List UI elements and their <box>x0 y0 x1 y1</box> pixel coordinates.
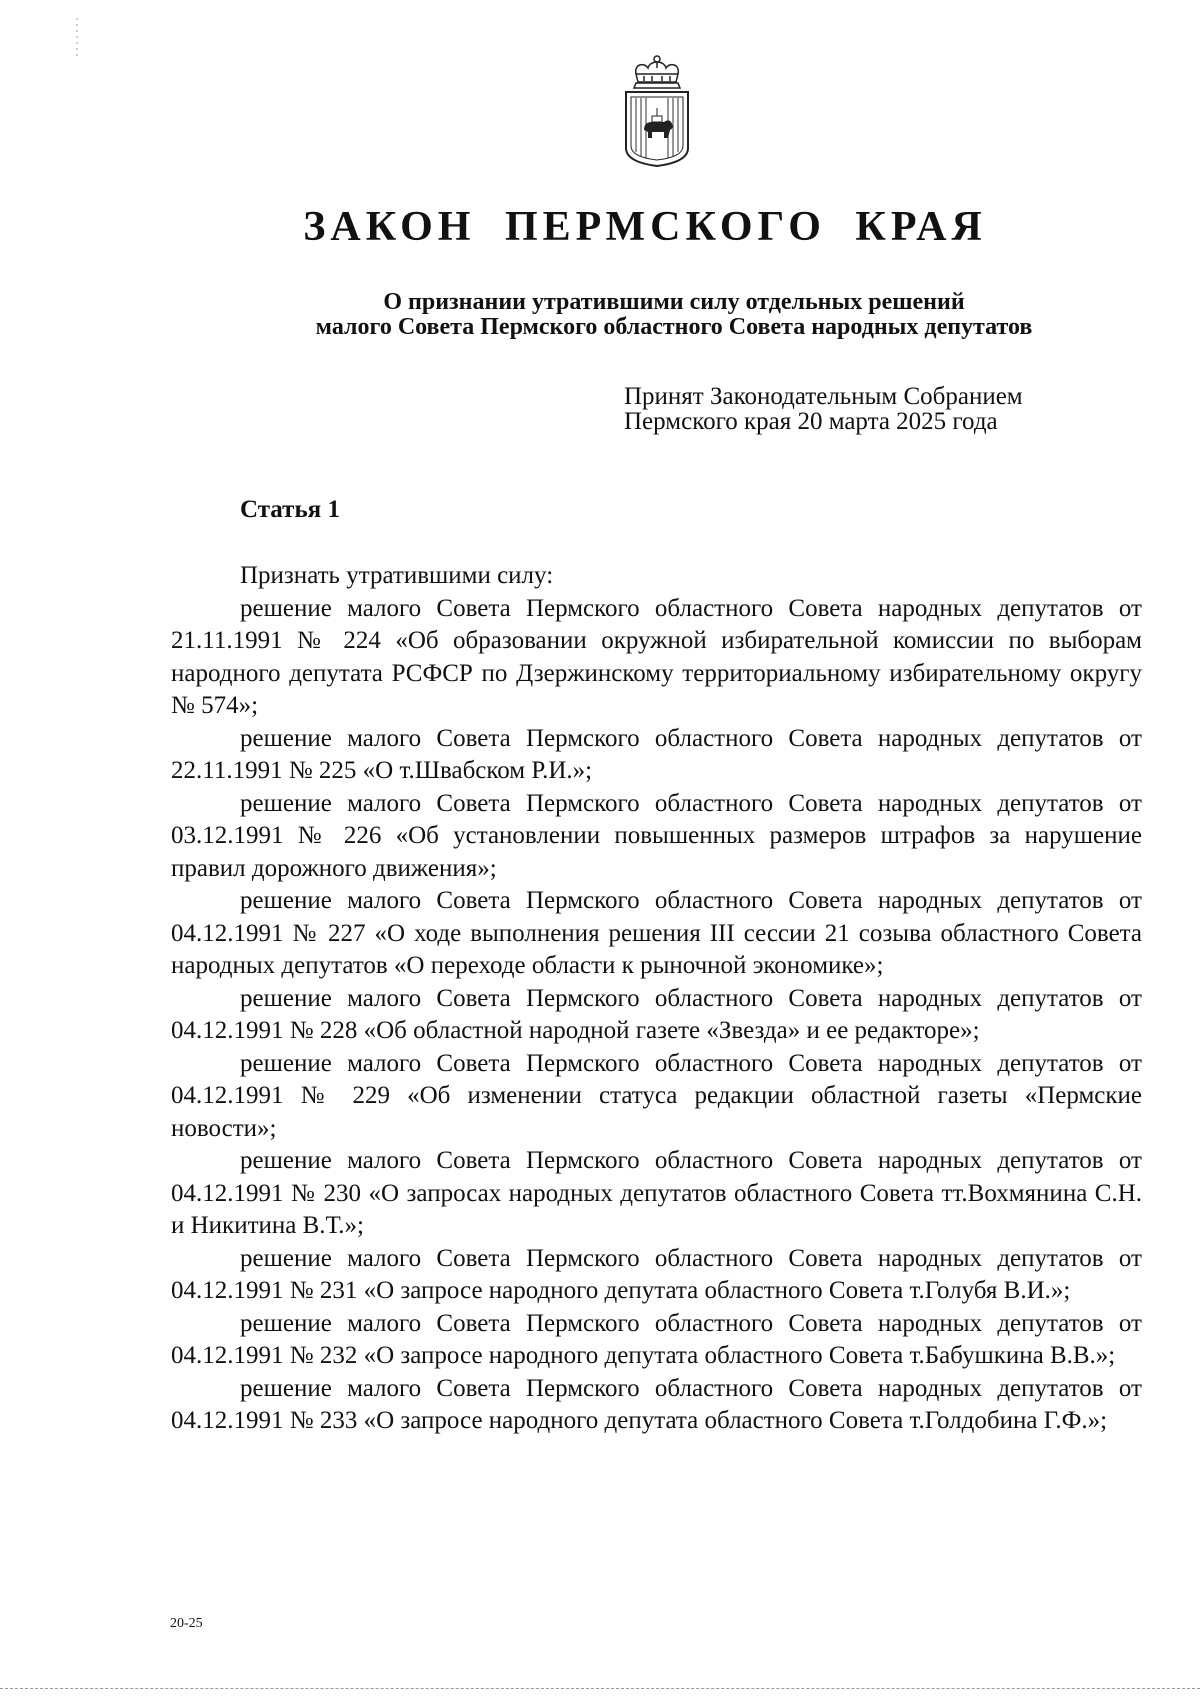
scan-specks <box>74 18 80 60</box>
coat-of-arms-icon <box>622 52 692 168</box>
scan-edge-line <box>0 1688 1200 1691</box>
adoption-line-1: Принят Законодательным Собранием <box>624 383 1023 410</box>
repealed-decision-paragraph: решение малого Совета Пермского областного Совета народных депутатов от 03.12.1991 № 226 «Об установлении повышенных размеров штрафов за нарушение правил дорожного движения»; <box>171 789 1142 882</box>
article-body <box>171 560 1142 1438</box>
repealed-decision-paragraph: решение малого Совета Пермского областного Совета народных депутатов от 21.11.1991 № 224 «Об образовании окружной избирательной комиссии по выборам народного депутата РСФСР по Дзержинскому территориальному избирательному округу № 574»; <box>171 594 1142 719</box>
adoption-note <box>624 384 1124 434</box>
subtitle-line-2: малого Совета Пермского областного Совета народных депутатов <box>315 314 1033 340</box>
article-heading: Статья 1 <box>240 496 340 523</box>
repealed-decision-paragraph: решение малого Совета Пермского областного Совета народных депутатов от 04.12.1991 № 227 «О ходе выполнения решения III сессии 21 созыва областного Совета народных депутатов «О переходе области к рыночной экономике»; <box>171 887 1142 979</box>
repealed-decision-paragraph: решение малого Совета Пермского областного Совета народных депутатов от 04.12.1991 № 229 «Об изменении статуса редакции областной газеты «Пермские новости»; <box>171 1049 1142 1142</box>
document-code: 20-25 <box>170 1616 203 1631</box>
repealed-decision-paragraph: решение малого Совета Пермского областного Совета народных депутатов от 04.12.1991 № 233 «О запросе народного депутата областного Совета т.Голдобина Г.Ф.»; <box>171 1374 1142 1434</box>
repealed-decision-paragraph: решение малого Совета Пермского областного Совета народных депутатов от 22.11.1991 № 225 «О т.Швабском Р.И.»; <box>171 724 1142 784</box>
subtitle-line-1: О признании утратившими силу отдельных решений <box>383 289 965 315</box>
law-subtitle <box>0 290 1200 340</box>
repealed-decision-paragraph: решение малого Совета Пермского областного Совета народных депутатов от 04.12.1991 № 231 «О запросе народного депутата областного Совета т.Голубя В.И.»; <box>171 1244 1142 1304</box>
law-title: ЗАКОН ПЕРМСКОГО КРАЯ <box>303 204 987 250</box>
repealed-decision-paragraph: решение малого Совета Пермского областного Совета народных депутатов от 04.12.1991 № 232 «О запросе народного депутата областного Совета т.Бабушкина В.В.»; <box>171 1309 1142 1369</box>
repealed-decision-paragraph: решение малого Совета Пермского областного Совета народных депутатов от 04.12.1991 № 230 «О запросах народных депутатов областного Совета тт.Вохмянина С.Н. и Никитина В.Т.»; <box>171 1147 1142 1239</box>
adoption-line-2: Пермского края 20 марта 2025 года <box>624 408 998 435</box>
repealed-decision-paragraph: решение малого Совета Пермского областного Совета народных депутатов от 04.12.1991 № 228 «Об областной народной газете «Звезда» и ее редакторе»; <box>171 984 1142 1044</box>
article-intro: Признать утратившими силу: <box>240 562 554 589</box>
